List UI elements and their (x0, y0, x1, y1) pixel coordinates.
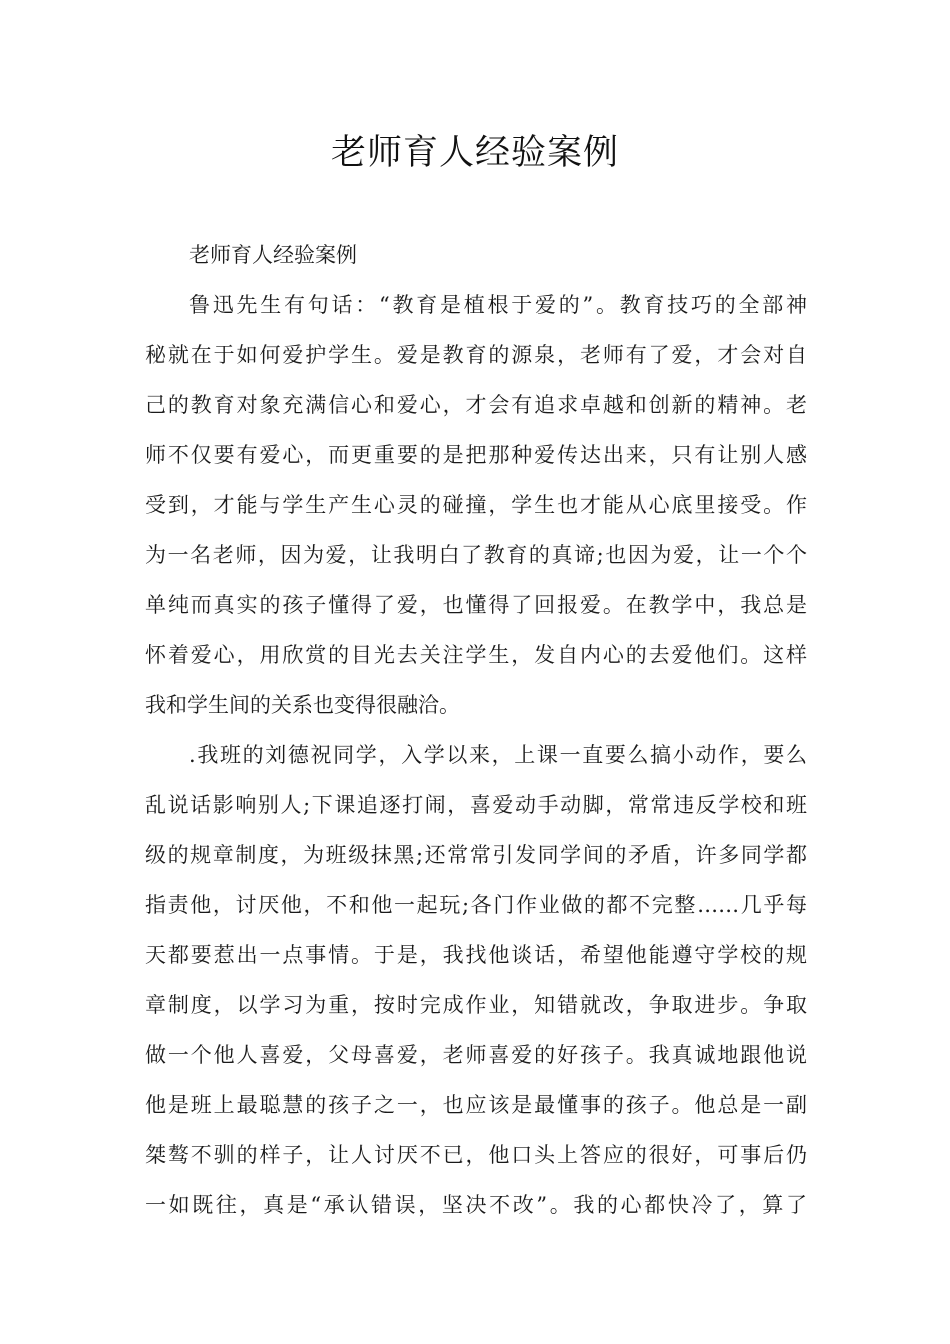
document-title: 老师育人经验案例 (330, 133, 619, 173)
document-body (145, 230, 807, 1230)
paragraph-line: 受到，才能与学生产生心灵的碰撞，学生也才能从心底里接受。作 (145, 493, 807, 517)
paragraph-line: 为一名老师，因为爱，让我明白了教育的真谛;也因为爱，让一个个 (145, 543, 807, 567)
paragraph-line: 己的教育对象充满信心和爱心，才会有追求卓越和创新的精神。老 (145, 393, 807, 417)
paragraph-line: 他是班上最聪慧的孩子之一，也应该是最懂事的孩子。他总是一副 (145, 1093, 807, 1117)
paragraph-line: 师不仅要有爱心，而更重要的是把那种爱传达出来，只有让别人感 (145, 443, 807, 467)
paragraph-line: 指责他，讨厌他，不和他一起玩;各门作业做的都不完整……几乎每 (145, 893, 807, 917)
paragraph-line: 我和学生间的关系也变得很融洽。 (145, 693, 460, 717)
paragraph-line: 章制度，以学习为重，按时完成作业，知错就改，争取进步。争取 (145, 993, 807, 1017)
paragraph-line: 做一个他人喜爱，父母喜爱，老师喜爱的好孩子。我真诚地跟他说 (145, 1043, 807, 1067)
paragraph-line: .我班的刘德祝同学，入学以来，上课一直要么搞小动作，要么 (189, 743, 807, 767)
paragraph-line: 桀骜不驯的样子，让人讨厌不已，他口头上答应的很好，可事后仍 (145, 1143, 807, 1167)
paragraph-line: 乱说话影响别人;下课追逐打闹，喜爱动手动脚，常常违反学校和班 (145, 793, 807, 817)
paragraph-line: 天都要惹出一点事情。于是，我找他谈话，希望他能遵守学校的规 (145, 943, 807, 967)
paragraph-line: 级的规章制度，为班级抹黑;还常常引发同学间的矛盾，许多同学都 (145, 843, 807, 867)
paragraph-line: 单纯而真实的孩子懂得了爱，也懂得了回报爱。在教学中，我总是 (145, 593, 807, 617)
paragraph-line: 怀着爱心，用欣赏的目光去关注学生，发自内心的去爱他们。这样 (145, 643, 807, 667)
paragraph-1 (145, 280, 807, 730)
paragraph-line: 一如既往，真是“承认错误，坚决不改”。我的心都快冷了，算了 (145, 1193, 807, 1217)
paragraph-2 (145, 730, 807, 1230)
document-subtitle: 老师育人经验案例 (189, 243, 357, 267)
paragraph-line: 秘就在于如何爱护学生。爱是教育的源泉，老师有了爱，才会对自 (145, 343, 807, 367)
paragraph-line: 鲁迅先生有句话：“教育是植根于爱的”。教育技巧的全部神 (189, 293, 807, 317)
